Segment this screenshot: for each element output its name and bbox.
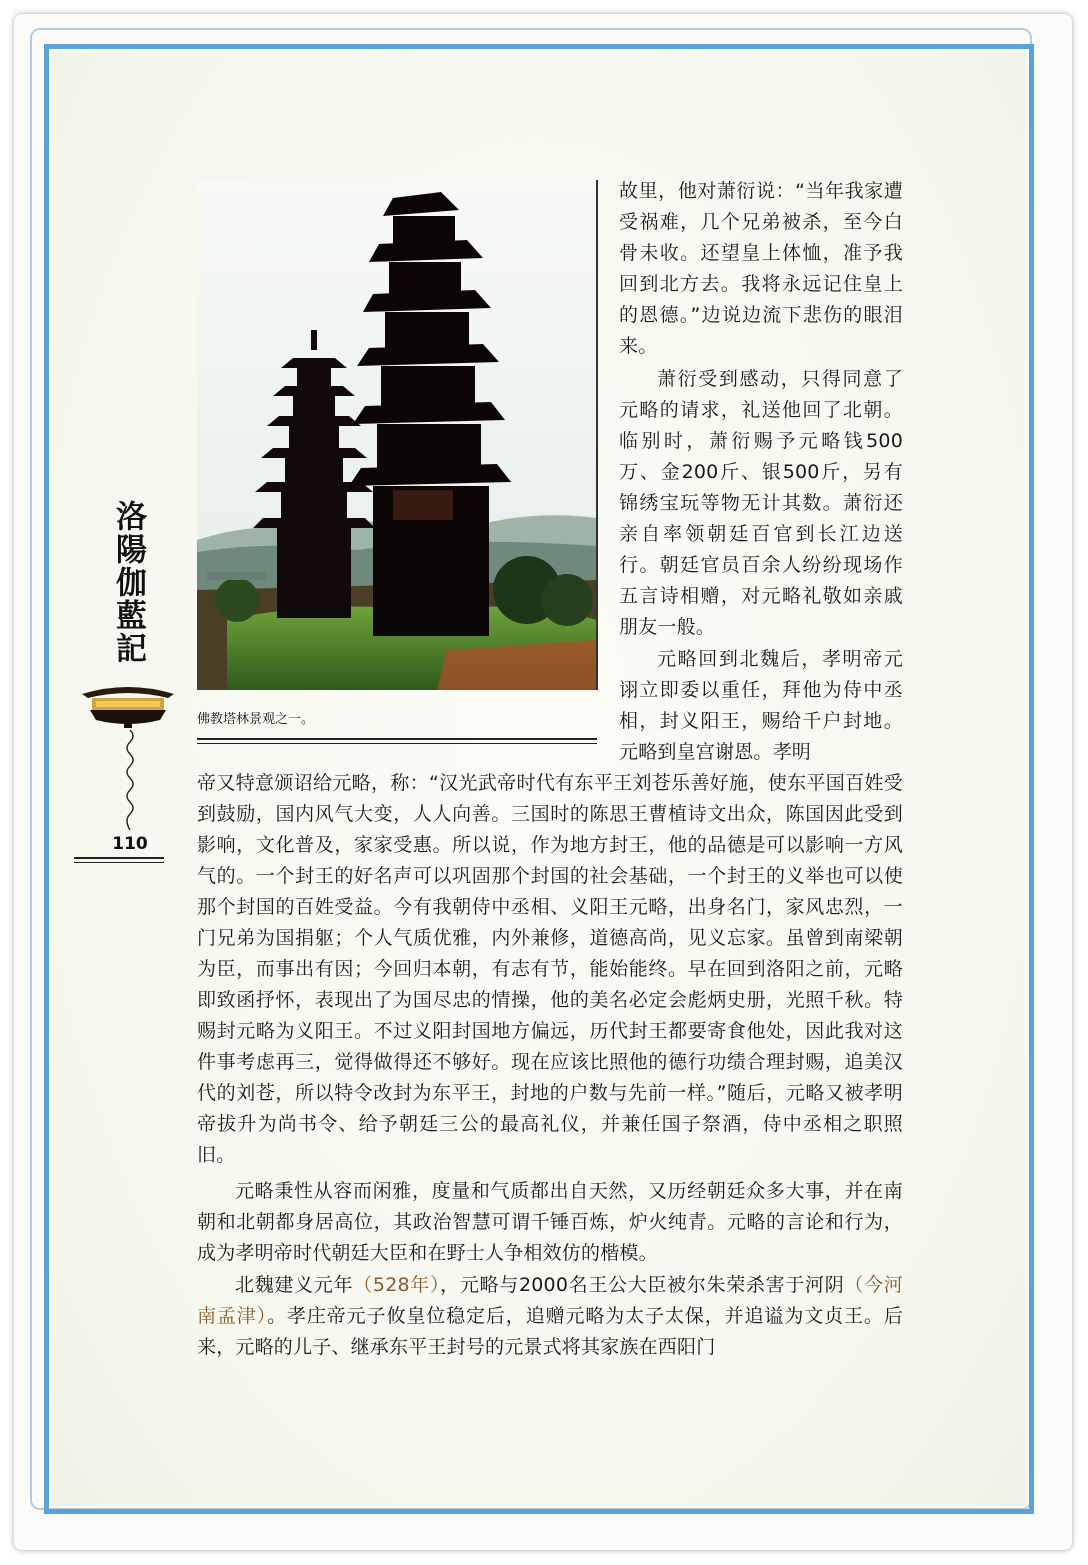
paragraph-5: 元略秉性从容而闲雅，度量和气质都出自天然，又历经朝廷众多大事，并在南朝和北朝都身居高位，其政治智慧可谓千锤百炼，炉火纯青。元略的言论和行为，成为孝明帝时代朝廷大臣和在野士人争相效仿的楷模。	[197, 1180, 903, 1264]
pavilion-roof-icon	[80, 676, 176, 728]
photo-caption: 佛教塔林景观之一。	[197, 712, 315, 727]
page-number-rule-thin	[74, 862, 164, 863]
paragraph-6	[197, 1270, 903, 1363]
decorative-vine-icon	[122, 730, 138, 830]
paragraph-3: 元略回到北魏后，孝明帝元诩立即委以重任，拜他为侍中丞相，封义阳王，赐给千户封地。元略到皇宫谢恩。孝明	[619, 648, 903, 763]
paragraph-1: 故里，他对萧衍说：“当年我家遭受祸难，几个兄弟被杀，至今白骨未收。还望皇上体恤，准予我回到北方去。我将永远记住皇上的恩德。”边说边流下悲伤的眼泪来。	[619, 180, 903, 357]
page-number-rule	[74, 857, 164, 859]
paragraph-6-text-b: ，元略与2000名王公大臣被尔朱荣杀害于河阴	[440, 1274, 845, 1296]
book-title-vertical: 洛陽伽藍記	[110, 500, 146, 665]
pagoda-illustration	[197, 180, 597, 690]
caption-rule	[197, 738, 597, 740]
paragraph-6-text-a: 北魏建义元年	[235, 1274, 354, 1296]
photo-divider	[596, 180, 598, 690]
paragraph-6-text-c: 。孝庄帝元子攸皇位稳定后，追赠元略为太子太保，并追谥为文贞王。后来，元略的儿子、继承东平王封号的元景式将其家族在西阳门	[197, 1305, 903, 1358]
pagoda-photo	[197, 180, 597, 690]
place-annotation: （今河南孟津）	[197, 1274, 904, 1327]
paragraph-4: 帝又特意颁诏给元略，称：“汉光武帝时代有东平王刘苍乐善好施，使东平国百姓受到鼓励，国内风气大变，人人向善。三国时的陈思王曹植诗文出众，陈国因此受到影响，文化普及，家家受惠。所以说，作为地方封王，他的品德是可以影响一方风气的。一个封王的好名声可以巩固那个封国的社会基础，一个封王的义举也可以使那个封国的百姓受益。今有我朝侍中丞相、义阳王元略，出身名门，家风忠烈，一门兄弟为国捐躯；个人气质优雅，内外兼修，道德高尚，见义忘家。虽曾到南梁朝为臣，而事出有因；今回归本朝，有志有节，能始能终。早在回到洛阳之前，元略即致函抒怀，表现出了为国尽忠的情操，他的美名必定会彪炳史册，光照千秋。特赐封元略为义阳王。不过义阳封国地方偏远，历代封王都要寄食他处，因此我对这件事考虑再三，觉得做得还不够好。现在应该比照他的德行功绩合理封赐，追美汉代的刘苍，所以特令改封为东平王，封地的户数与先前一样。”随后，元略又被孝明帝拔升为尚书令、给予朝廷三公的最高礼仪，并兼任国子祭酒，侍中丞相之职照旧。	[197, 772, 903, 1166]
caption-rule-thin	[197, 743, 597, 744]
page-number: 110	[112, 834, 148, 854]
paragraph-2: 萧衍受到感动，只得同意了元略的请求，礼送他回了北朝。临别时，萧衍赐予元略钱500万、金200斤、银500斤，另有锦绣宝玩等物无计其数。萧衍还亲自率领朝廷百官到长江边送行。朝廷官员百余人纷纷现场作五言诗相赠，对元略礼敬如亲戚朋友一般。	[619, 368, 903, 638]
year-annotation: （528年）	[353, 1274, 441, 1296]
